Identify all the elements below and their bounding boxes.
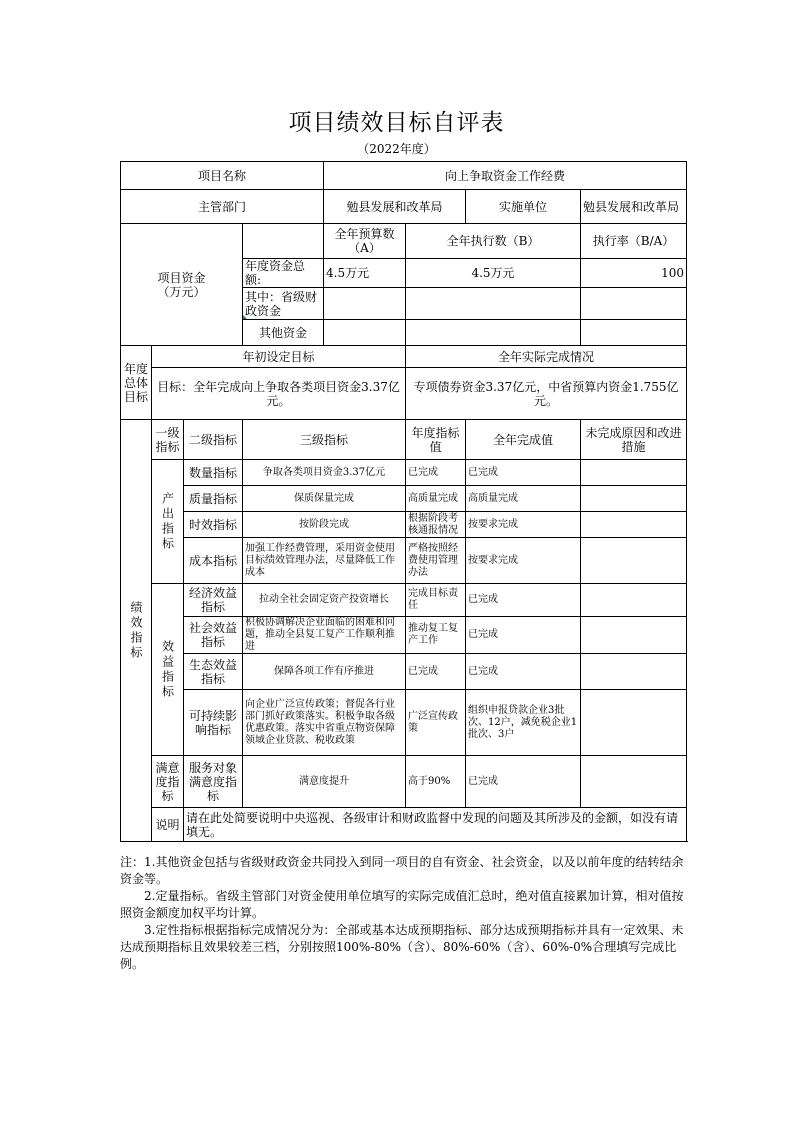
- perf-row-reason: [581, 486, 687, 512]
- perf-row-target: 已完成: [406, 654, 466, 690]
- dept-label: 主管部门: [121, 190, 324, 224]
- funds-blank-cell: [243, 224, 324, 259]
- funds-col-budget: 全年预算数（A）: [324, 224, 406, 259]
- funds-prov-rate: [581, 288, 687, 320]
- funds-other-exec: [406, 320, 581, 346]
- annual-actual-header: 全年实际完成情况: [406, 346, 687, 368]
- perf-row-l3: 加强工作经费管理，采用资金使用目标绩效管理办法，尽量降低工作成本: [243, 538, 406, 584]
- funds-total-label: 年度资金总额:: [243, 259, 324, 288]
- perf-row-reason: [581, 538, 687, 584]
- perf-row-reason: [581, 584, 687, 617]
- perf-row-done: 组织申报贷款企业3批次、12户，减免税企业1批次、3户: [466, 690, 581, 756]
- satis-label: 满意度指标: [152, 756, 184, 808]
- perf-label: [121, 420, 152, 842]
- perf-row-reason: [581, 512, 687, 538]
- annual-actual-value: 专项债券资金3.37亿元，中省预算内资金1.755亿元。: [406, 368, 687, 420]
- perf-row-l3: 满意度提升: [243, 756, 406, 808]
- annual-label: 年度总体目标: [121, 346, 152, 420]
- annual-set-value: 目标：全年完成向上争取各类项目资金3.37亿元。: [152, 368, 406, 420]
- perf-row-target: 高于90%: [406, 756, 466, 808]
- project-name-value: 向上争取资金工作经费: [324, 162, 687, 190]
- perf-row-target: 根据阶段考核通报情况: [406, 512, 466, 538]
- perf-row-l3: 向企业广泛宣传政策；督促各行业部门抓好政策落实。积极争取各级优惠政策。落实中省重点物资保障领域企业贷款、税收政策: [243, 690, 406, 756]
- perf-row-l2: 生态效益指标: [184, 654, 243, 690]
- perf-row-l2: 可持续影响指标: [184, 690, 243, 756]
- perf-h-reason: 未完成原因和改进措施: [581, 420, 687, 460]
- cell-comment-marker: [243, 315, 247, 319]
- perf-h-annual: 年度指标值: [406, 420, 466, 460]
- benefit-label-text: 效益指标: [160, 639, 175, 700]
- perf-row-l3: 保质保量完成: [243, 486, 406, 512]
- impl-label: 实施单位: [466, 190, 581, 224]
- perf-label-text: 绩效指标: [129, 600, 143, 661]
- benefit-label: [152, 584, 184, 756]
- perf-row-l2: 成本指标: [184, 538, 243, 584]
- perf-row-done: 已完成: [466, 756, 581, 808]
- funds-prov-budget: [324, 288, 406, 320]
- perf-row-target: 高质量完成: [406, 486, 466, 512]
- perf-row-reason: [581, 756, 687, 808]
- perf-row-l3: 积极协调解决企业面临的困难和问题，推动全县复工复产工作顺利推进: [243, 617, 406, 654]
- perf-row-target: 严格按照经费使用管理办法: [406, 538, 466, 584]
- perf-row-l3: 拉动全社会固定资产投资增长: [243, 584, 406, 617]
- funds-prov-label: [243, 288, 324, 320]
- funds-prov-label-text: 其中：省级财政资金: [245, 289, 318, 318]
- perf-row-l2: 数量指标: [184, 460, 243, 486]
- note-2: 2.定量指标。省级主管部门对资金使用单位填写的实际完成值汇总时，绝对值直接累加计算，相对值按照资金额度加权平均计算。: [120, 889, 684, 920]
- funds-label-text: 项目资金 （万元）: [157, 270, 206, 299]
- perf-row-target: 广泛宣传政策: [406, 690, 466, 756]
- perf-row-l2: 时效指标: [184, 512, 243, 538]
- note-1: 注：1.其他资金包括与省级财政资金共同投入到同一项目的自有资金、社会资金，以及以前年度的结转结余资金等。: [120, 855, 684, 886]
- funds-col-exec: 全年执行数（B）: [406, 224, 581, 259]
- page-title: 项目绩效目标自评表: [288, 110, 505, 136]
- perf-row-l2: 质量指标: [184, 486, 243, 512]
- perf-row-target: 完成目标责任: [406, 584, 466, 617]
- annual-set-header: 年初设定目标: [152, 346, 406, 368]
- perf-row-done: 高质量完成: [466, 486, 581, 512]
- perf-row-l2: 社会效益指标: [184, 617, 243, 654]
- funds-total-rate: 100: [581, 259, 687, 288]
- perf-row-done: 已完成: [466, 460, 581, 486]
- perf-h-level3: 三级指标: [243, 420, 406, 460]
- perf-row-done: 按要求完成: [466, 512, 581, 538]
- perf-row-l2: 服务对象满意度指标: [184, 756, 243, 808]
- self-evaluation-table: [120, 161, 687, 842]
- funds-other-label: 其他资金: [243, 320, 324, 346]
- perf-row-reason: [581, 460, 687, 486]
- funds-prov-exec: [406, 288, 581, 320]
- notes: [120, 854, 686, 973]
- perf-h-level2: 二级指标: [184, 420, 243, 460]
- perf-row-target: 已完成: [406, 460, 466, 486]
- dept-value: 勉县发展和改革局: [324, 190, 466, 224]
- funds-other-rate: [581, 320, 687, 346]
- perf-h-done: 全年完成值: [466, 420, 581, 460]
- project-name-label: 项目名称: [121, 162, 324, 190]
- perf-h-level1: 一级指标: [152, 420, 184, 460]
- funds-label: [121, 224, 243, 346]
- funds-total-exec: 4.5万元: [406, 259, 581, 288]
- funds-col-rate: 执行率（B/A）: [581, 224, 687, 259]
- perf-row-done: 已完成: [466, 617, 581, 654]
- perf-row-l3: 按阶段完成: [243, 512, 406, 538]
- remark-label: 说明: [152, 808, 184, 842]
- funds-total-budget: 4.5万元: [324, 259, 406, 288]
- note-3: 3.定性指标根据指标完成情况分为：全部或基本达成预期指标、部分达成预期指标并具有一定效果、未达成预期指标且效果较差三档，分别按照100%-80%（含）、80%-60%（含）、60%-0%合理填写完成比例。: [120, 923, 684, 971]
- output-label: [152, 460, 184, 584]
- impl-value: 勉县发展和改革局: [581, 190, 687, 224]
- perf-row-done: 按要求完成: [466, 538, 581, 584]
- perf-row-reason: [581, 654, 687, 690]
- output-label-text: 产出指标: [160, 491, 175, 552]
- perf-row-l3: 争取各类项目资金3.37亿元: [243, 460, 406, 486]
- perf-row-done: 已完成: [466, 654, 581, 690]
- perf-row-target: 推动复工复产工作: [406, 617, 466, 654]
- perf-row-reason: [581, 690, 687, 756]
- perf-row-l2: 经济效益指标: [184, 584, 243, 617]
- remark-value: 请在此处简要说明中央巡视、各级审计和财政监督中发现的问题及其所涉及的金额，如没有请填无。: [184, 808, 687, 842]
- perf-row-reason: [581, 617, 687, 654]
- page-subtitle: （2022年度）: [357, 142, 436, 156]
- funds-other-budget: [324, 320, 406, 346]
- perf-row-done: 已完成: [466, 584, 581, 617]
- perf-row-l3: 保障各项工作有序推进: [243, 654, 406, 690]
